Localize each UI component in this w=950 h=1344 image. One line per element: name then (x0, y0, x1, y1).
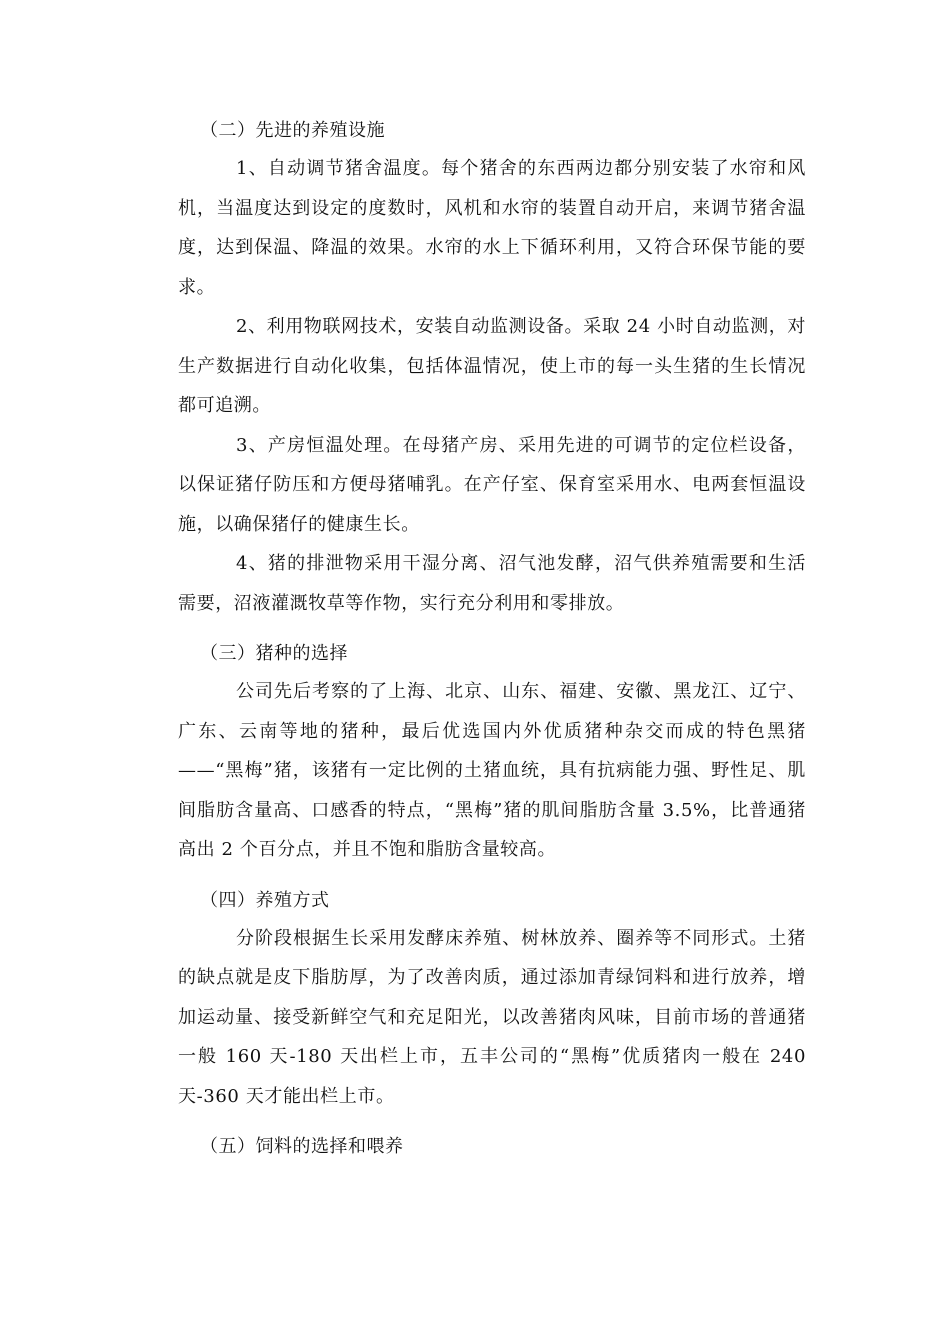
paragraph-farming-method: 分阶段根据生长采用发酵床养殖、树林放养、圈养等不同形式。土猪的缺点就是皮下脂肪厚，为了改善肉质，通过添加青绿饲料和进行放养，增加运动量、接受新鲜空气和充足阳光，以改善猪肉风味，目前市场的普通猪一般 160 天-180 天出栏上市，五丰公司的“黑梅”优质猪肉一般在 240 天-360 天才能出栏上市。 (178, 927, 806, 1107)
document-body (178, 113, 806, 1165)
paragraph-iot-monitoring: 2、利用物联网技术，安装自动监测设备。采取 24 小时自动监测，对生产数据进行自动化收集，包括体温情况，使上市的每一头生猪的生长情况都可追溯。 (178, 316, 806, 416)
paragraph-waste-handling: 4、猪的排泄物采用干湿分离、沼气池发酵，沼气供养殖需要和生活需要，沼液灌溉牧草等作物，实行充分利用和零排放。 (178, 553, 806, 614)
paragraph-temperature-control: 1、自动调节猪舍温度。每个猪舍的东西两边都分别安装了水帘和风机，当温度达到设定的度数时，风机和水帘的装置自动开启，来调节猪舍温度，达到保温、降温的效果。水帘的水上下循环利用，又符合环保节能的要求。 (178, 158, 806, 298)
paragraph-farrowing-room: 3、产房恒温处理。在母猪产房、采用先进的可调节的定位栏设备，以保证猪仔防压和方便母猪哺乳。在产仔室、保育室采用水、电两套恒温设施，以确保猪仔的健康生长。 (178, 434, 806, 535)
paragraph-breed-selection: 公司先后考察的了上海、北京、山东、福建、安徽、黑龙江、辽宁、广东、云南等地的猪种，最后优选国内外优质猪种杂交而成的特色黑猪——“黑梅”猪，该猪有一定比例的土猪血统，具有抗病能力强、野性足、肌间脂肪含量高、口感香的特点，“黑梅”猪的肌间脂肪含量 3.5%，比普通猪高出 2 个百分点，并且不饱和脂肪含量较高。 (178, 681, 806, 860)
section-heading-feed: （五）饲料的选择和喂养 (200, 1136, 404, 1157)
section-heading-farming-method: （四）养殖方式 (200, 889, 330, 911)
section-heading-facilities: （二）先进的养殖设施 (200, 120, 385, 141)
section-heading-breed: （三）猪种的选择 (200, 643, 348, 664)
